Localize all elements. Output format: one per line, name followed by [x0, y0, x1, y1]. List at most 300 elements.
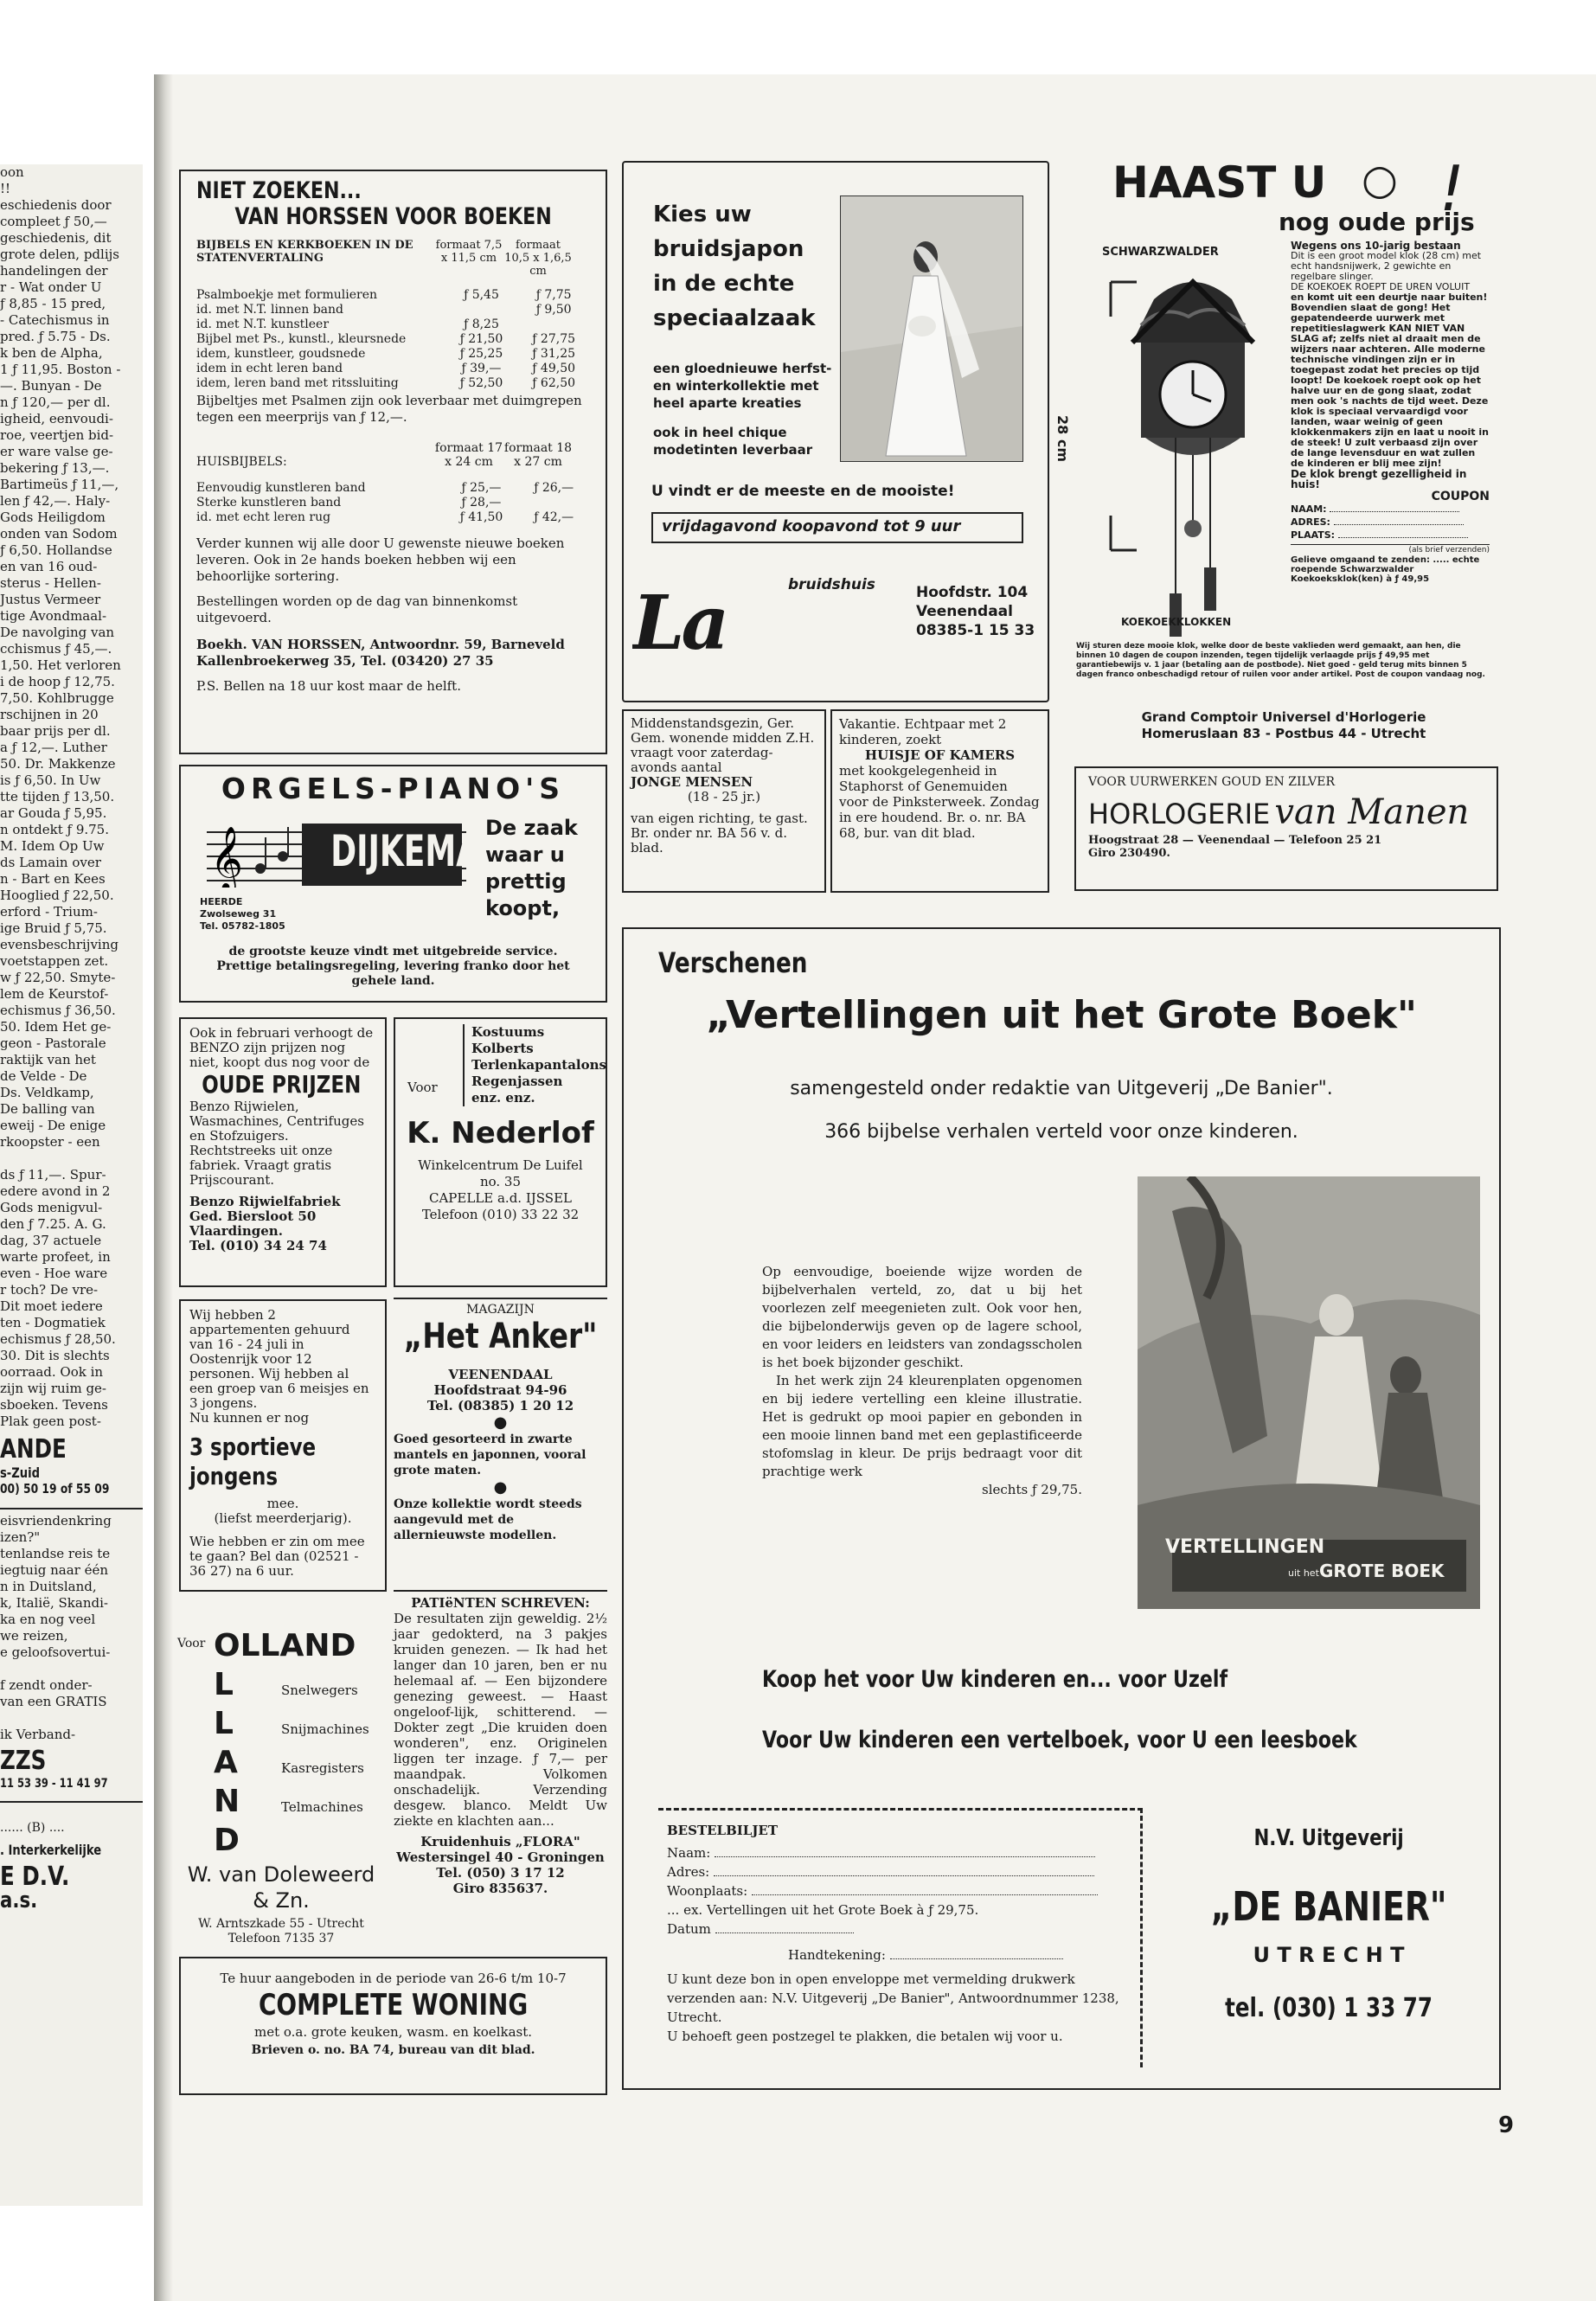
horssen-note-2: Verder kunnen wij alle door U gewenste nieuwe boeken leveren. Ook in 2e hands boeken hebben wij een behoorlijke sortering.	[196, 535, 565, 584]
left-column-line: rschijnen in 20	[0, 707, 99, 722]
nederlof-item: Kolberts	[471, 1041, 534, 1056]
bestel-note: U kunt deze bon in open enveloppe met vermelding drukwerk verzenden aan: N.V. Uitgeverij „De Banier", Antwoordnummer 1238, Utrecht.	[667, 1971, 1119, 2025]
lamode-headline	[653, 197, 816, 336]
left-column-line: Dit moet iedere	[0, 1298, 103, 1314]
left-column-line: r - Wat onder U	[0, 279, 102, 295]
left-column-line: handelingen der	[0, 263, 108, 279]
table-cell-a: ƒ 25,25	[459, 347, 503, 361]
left-column-as: a.s.	[0, 1888, 38, 1913]
lamode-headline-line: in de echte	[653, 271, 795, 297]
svg-text:𝄞: 𝄞	[210, 827, 243, 888]
orgels-title: ORGELS-PIANO'S	[221, 772, 566, 805]
bride-photo	[840, 195, 1023, 462]
banier-koop-2: Voor Uw kinderen een vertelboek, voor U een leesboek	[762, 1727, 1357, 1753]
klok-para-4: en komt uit een deurtje naar buiten! Bovendien slaat de gong! Het gepatendeerde uurwerk met repetitieslagwerk KAN NIET VAN SLAG af; zelfs niet al draait men de wijzers naar achteren. Alle moderne technische vindingen zijn er in toegepast zodat het precies op tijd loopt! De koekoek roept ook op het halve uur en de gong slaat, zodat men ook 's nachts de tijd weet. Deze klok is speciaal vervaardigd voor landen, waar weinig of geen klokkenmakers zijn en laat u nooit in de steek! U zult verbaasd zijn over de lange levensduur en wat zullen de kinderen er blij mee zijn!	[1291, 292, 1489, 469]
left-column-line: grote delen, pdlijs	[0, 247, 119, 262]
appartement-ad	[179, 1299, 387, 1592]
left-column-line: ds Lamain over	[0, 855, 101, 870]
left-column-line: 50. Idem Het ge-	[0, 1019, 112, 1035]
appartement-text-2: Nu kunnen er nog	[189, 1410, 310, 1426]
bullet-icon: ●	[493, 1413, 508, 1432]
left-column-line: ka en nog veel	[0, 1612, 96, 1627]
patienten-giro: Giro 835637.	[452, 1881, 548, 1896]
klok-plaats-input[interactable]	[1338, 537, 1468, 538]
horssen-format-4: formaat 18 x 27 cm	[503, 441, 573, 469]
left-column-line: onden van Sodom	[0, 526, 118, 542]
table-cell-a: ƒ 52,50	[459, 376, 503, 390]
left-column-line: Hooglied ƒ 22,50.	[0, 888, 114, 903]
left-column-line: Justus Vermeer	[0, 592, 101, 607]
table-cell-b: ƒ 27,75	[532, 332, 576, 346]
left-column-zuid: s-Zuid	[0, 1465, 40, 1481]
patienten-text: De resultaten zijn geweldig. 2½ jaar gedokterd, na 3 pakjes kruiden genezen. — Ik had het langer dan 10 jaren, ben er nu helemaal af. — Een bijzondere genezing geweest. — Haast ongeloof-lijk, schitterend. — Dokter zegt „Die kruiden doen wonderen", enz. Originelen liggen ter inzage. ƒ 7,— per maandpak. Volkomen onschadelijk. Verzending desgew. blanco. Meldt Uw ziekte en klachten aan...	[394, 1611, 607, 1829]
klok-para-2: Dit is een groot model klok (28 cm) met echt handsnijwerk, 2 gewichte en regelbare slinger.	[1291, 250, 1482, 282]
klok-koekoek-label: KOEKOEKKLOKKEN	[1121, 616, 1232, 628]
holland-ad	[177, 1626, 385, 1955]
woning-text: met o.a. grote keuken, wasm. en koelkast.	[253, 2024, 533, 2040]
van-horssen-ad	[179, 170, 607, 754]
appartement-headline: 3 sportieve jongens	[189, 1433, 317, 1490]
table-cell-item: Eenvoudig kunstleren band	[196, 481, 366, 495]
cuckoo-clock-icon	[1102, 265, 1284, 663]
table-row	[196, 496, 590, 510]
manen-giro: Giro 230490.	[1088, 847, 1170, 860]
left-column-dv: E D.V.	[0, 1862, 70, 1892]
left-column-line: echismus ƒ 28,50.	[0, 1331, 116, 1347]
left-column-line: raktijk van het	[0, 1052, 96, 1067]
table-cell-b: ƒ 31,25	[532, 347, 576, 361]
klok-naam-input[interactable]	[1330, 511, 1459, 512]
left-column-line: izen?"	[0, 1529, 41, 1545]
left-column-line: ige Bruid ƒ 5,75.	[0, 920, 107, 936]
left-column-line: warte profeet, in	[0, 1249, 111, 1265]
orgels-slogan-line: waar u	[485, 843, 565, 867]
nederlof-line-3: CAPELLE a.d. IJSSEL	[429, 1190, 572, 1206]
left-column-line: sboeken. Tevens	[0, 1397, 108, 1413]
lamode-bruidshuis: bruidshuis	[788, 576, 875, 593]
anker-tel: Tel. (08385) 1 20 12	[426, 1398, 574, 1413]
nederlof-line-4: Telefoon (010) 33 22 32	[421, 1207, 580, 1222]
horssen-price-table-1	[196, 288, 590, 391]
page-spine	[154, 74, 173, 2301]
benzo-city: Vlaardingen.	[189, 1223, 283, 1239]
orgels-slogan	[485, 815, 578, 922]
left-column-line	[0, 1710, 143, 1727]
table-cell-item: id. met echt leren rug	[196, 510, 331, 524]
horssen-section1-title: BIJBELS EN KERKBOEKEN IN DE STATENVERTALING	[196, 239, 413, 265]
klok-fine-print: Wij sturen deze mooie klok, welke door de beste vaklieden werd gemaakt, aan hen, die binnen 10 dagen de coupon inzenden, tegen tijdelijk verlaagde prijs ƒ 49,95 met garantiebewijs v. 1 jaar (betaling aan de postbode). Niet goed - geld terug mits binnen 5 dagen franco onbeschadigd retour of ruilen voor ander artikel. Post de coupon vandaag nog.	[1076, 642, 1485, 679]
nederlof-item: enz. enz.	[471, 1090, 535, 1106]
klok-address: Homeruslaan 83 - Postbus 44 - Utrecht	[1141, 726, 1426, 741]
left-column-line: n ƒ 120,— per dl.	[0, 394, 111, 410]
orgels-city: HEERDE	[200, 896, 243, 907]
left-column-line: k ben de Alpha,	[0, 345, 103, 361]
left-column-phone: 00) 50 19 of 55 09	[0, 1481, 110, 1497]
table-cell-a: ƒ 5,45	[464, 288, 499, 302]
manen-name: van Manen	[1274, 792, 1470, 832]
left-column-line: n in Duitsland,	[0, 1579, 97, 1594]
klok-para-3: DE KOEKOEK ROEPT DE UREN VOLUIT	[1291, 281, 1471, 292]
table-row	[196, 510, 590, 525]
vakantie-ad	[830, 709, 1049, 893]
table-cell-item: id. met N.T. linnen band	[196, 303, 343, 317]
bullet-icon: ●	[493, 1478, 508, 1497]
table-row	[196, 317, 590, 332]
nederlof-line-1: Winkelcentrum De Luifel	[418, 1157, 583, 1173]
appartement-ask: Wie hebben er zin om mee te gaan? Bel dan (02521 - 36 27) na 6 uur.	[189, 1534, 365, 1579]
left-column-line: Gods Heiligdom	[0, 510, 106, 525]
banier-body-2: In het werk zijn 24 kleurenplaten opgenomen en bij iedere vertelling een kleine illustratie. Het is gedrukt op mooi papier en gebonden in een mooie linnen band met een geplastificeerde stofomslag in kleur. De prijs bedraagt voor dit prachtige werk	[762, 1373, 1082, 1479]
woning-ad	[179, 1957, 607, 2095]
bestel-handtekening-label: Handtekening:	[788, 1947, 886, 1963]
lamode-slogan: U vindt er de meeste en de mooiste!	[651, 483, 955, 500]
bestel-ex: ... ex. Vertellingen uit het Grote Boek à ƒ 29,75.	[667, 1902, 979, 1918]
nederlof-line-2: no. 35	[479, 1174, 522, 1189]
holland-voor: Voor	[177, 1637, 206, 1650]
koekoeksklok-ad	[1054, 152, 1500, 753]
table-cell-a: ƒ 21,50	[459, 332, 503, 346]
lamode-sub2-line: modetinten leverbaar	[653, 442, 813, 458]
dijkema-brand: DIJKEMA	[330, 826, 481, 876]
book-cover-title: VERTELLINGEN	[1165, 1536, 1325, 1558]
banier-body: Op eenvoudige, boeiende wijze worden de bijbelverhalen verteld, zo, dat u bij het voorlezen zelf meegenieten zult. Ook voor hen, die bijbelonderwijs geven op de lagere school, en voor leiders en leidsters van zondagsscholen is het boek bijzonder geschikt.	[762, 1264, 1082, 1370]
left-column-b-line: ...... (B) ....	[0, 1821, 65, 1835]
anker-name: „Het Anker"	[403, 1317, 598, 1356]
left-column-line: van een GRATIS	[0, 1694, 107, 1709]
orgels-footer: de grootste keuze vindt met uitgebreide service. Prettige betalingsregeling, levering franko door het gehele land.	[216, 945, 570, 988]
left-column-line: 50. Dr. Makkenze	[0, 756, 116, 772]
vakantie-text: Vakantie. Echtpaar met 2 kinderen, zoekt	[839, 716, 1007, 747]
table-cell-item: idem, kunstleer, goudsnede	[196, 347, 366, 361]
orgels-street: Zwolseweg 31	[200, 908, 277, 920]
horssen-format-1: formaat 7,5 x 11,5 cm	[435, 239, 503, 265]
holland-item: Snijmachines	[281, 1721, 369, 1737]
bestel-naam-label: Naam:	[667, 1845, 711, 1861]
table-cell-item: id. met N.T. kunstleer	[196, 317, 330, 331]
bestel-adres-label: Adres:	[667, 1864, 710, 1880]
het-anker-ad	[394, 1298, 607, 1583]
nederlof-item: Regenjassen	[471, 1074, 563, 1089]
vakantie-headline: HUISJE OF KAMERS	[864, 747, 1016, 763]
bestel-datum-label: Datum	[667, 1921, 711, 1937]
bestel-handtekening-input[interactable]	[890, 1958, 1063, 1959]
lamode-tel: 08385-1 15 33	[916, 622, 1035, 639]
nederlof-item: Kostuums	[471, 1024, 545, 1040]
left-column-line: tenlandse reis te	[0, 1546, 111, 1561]
orgels-piano-ad	[179, 765, 607, 1003]
left-column-line: ƒ 6,50. Hollandse	[0, 542, 112, 558]
middenstand-text: Middenstandsgezin, Ger. Gem. wonende midden Z.H. vraagt voor zaterdag-avonds aantal	[631, 715, 815, 775]
book-cover-sub-2: GROTE BOEK	[1319, 1561, 1445, 1581]
banier-name: „DE BANIER"	[1210, 1883, 1447, 1930]
banier-sub-2: 366 bijbelse verhalen verteld voor onze kinderen.	[824, 1121, 1298, 1143]
left-column-line: iegtuig naar één	[0, 1562, 109, 1578]
woning-title: COMPLETE WONING	[258, 1988, 529, 2022]
table-row	[196, 288, 590, 303]
left-column-line: is ƒ 6,50. In Uw	[0, 772, 101, 788]
left-column-text-2	[0, 1513, 143, 1743]
page-number: 9	[1498, 2112, 1515, 2138]
orgels-tel: Tel. 05782-1805	[200, 920, 285, 932]
left-column-line: De navolging van	[0, 625, 115, 640]
nederlof-items	[463, 1024, 606, 1106]
horssen-headline: NIET ZOEKEN...	[196, 177, 362, 204]
klok-size: 28 cm	[1054, 415, 1071, 462]
table-cell-item: idem, leren band met ritssluiting	[196, 376, 399, 390]
left-column-line: n - Bart en Kees	[0, 871, 106, 887]
holland-letter: OLLAND	[214, 1628, 356, 1663]
left-column-line: eschiedenis door	[0, 197, 112, 213]
table-cell-b: ƒ 26,—	[534, 481, 574, 495]
klok-schwarzwalder: SCHWARZWALDER	[1102, 246, 1219, 259]
middenstand-headline: JONGE MENSEN	[631, 774, 753, 790]
klok-field-adres: ADRES:	[1291, 516, 1330, 528]
nederlof-ad	[394, 1017, 607, 1287]
holland-letter: L	[214, 1706, 234, 1741]
left-column-line: voetstappen zet.	[0, 953, 109, 969]
klok-para-1: Wegens ons 10-jarig bestaan	[1291, 240, 1461, 252]
nederlof-name: K. Nederlof	[407, 1116, 594, 1150]
table-cell-a: ƒ 41,50	[459, 510, 503, 524]
bestel-woonplaats-label: Woonplaats:	[667, 1883, 748, 1899]
appartement-pref: (liefst meerderjarig).	[214, 1510, 352, 1526]
holland-item: Snelwegers	[281, 1682, 358, 1698]
holland-letter: N	[214, 1784, 240, 1819]
klok-adres-input[interactable]	[1334, 524, 1464, 525]
left-column-line: edere avond in 2	[0, 1183, 111, 1199]
left-column-line: Ds. Veldkamp,	[0, 1085, 94, 1100]
manen-address: Hoogstraat 28 — Veenendaal — Telefoon 25 21	[1088, 834, 1382, 847]
left-column-line: ik Verband-	[0, 1727, 76, 1742]
left-column-line: - Catechismus in	[0, 312, 110, 328]
left-column-line: f zendt onder-	[0, 1677, 93, 1693]
patienten-title: PATIëNTEN SCHREVEN:	[394, 1590, 607, 1611]
horssen-note-3: Bestellingen worden op de dag van binnenkomst uitgevoerd.	[196, 593, 518, 625]
klok-brief: (als brief verzenden)	[1291, 544, 1490, 555]
left-column-line: De balling van	[0, 1101, 95, 1117]
clock-circle-icon: ○	[1362, 156, 1398, 204]
holland-item: Telmachines	[281, 1799, 363, 1815]
left-column-line: rkoopster - een	[0, 1134, 100, 1150]
left-column-interkerkelijke: . Interkerkelijke	[0, 1842, 102, 1858]
banier-title: „Vertellingen uit het Grote Boek"	[706, 993, 1417, 1037]
patienten-shop: Kruidenhuis „FLORA"	[420, 1834, 580, 1849]
table-row	[196, 481, 590, 496]
left-column-line	[0, 1661, 143, 1677]
horssen-subheadline: VAN HORSSEN VOOR BOEKEN	[234, 203, 552, 230]
benzo-tel: Tel. (010) 34 24 74	[189, 1238, 327, 1253]
holland-letter: L	[214, 1667, 234, 1702]
manen-horlogerie: HORLOGERIE	[1088, 798, 1271, 830]
lamode-koopavond: vrijdagavond koopavond tot 9 uur	[662, 517, 961, 535]
bestel-naam-input[interactable]	[715, 1856, 1095, 1857]
bestel-adres-input[interactable]	[714, 1875, 1094, 1876]
la-mode-ad	[622, 161, 1049, 702]
left-cutoff-column	[0, 164, 143, 2206]
left-column-line: evensbeschrijving	[0, 937, 119, 952]
left-column-line: 1,50. Het verloren	[0, 657, 121, 673]
table-cell-b	[517, 496, 590, 510]
horssen-price-table-2	[196, 481, 590, 525]
left-column-line: 30. Dit is slechts	[0, 1348, 110, 1363]
left-column-line: we reizen,	[0, 1628, 68, 1644]
table-row	[196, 303, 590, 317]
left-column-line: even - Hoe ware	[0, 1266, 108, 1281]
patienten-tel: Tel. (050) 3 17 12	[436, 1865, 565, 1881]
anker-paragraph-2: Onze kollektie wordt steeds aangevuld met de allernieuwste modellen.	[394, 1497, 582, 1542]
klok-title: HAAST U	[1112, 157, 1327, 208]
klok-gelieve: Gelieve omgaand te zenden: ..... echte roepende Schwarzwalder Koekoeksklok(ken) à ƒ 49,95	[1291, 555, 1480, 584]
horssen-note-1: Bijbeltjes met Psalmen zijn ook leverbaar met duimgrepen tegen een meerprijs van ƒ 12,—.	[196, 393, 582, 425]
table-cell-a: ƒ 39,—	[461, 362, 502, 375]
anker-paragraph-1: Goed gesorteerd in zwarte mantels en japonnen, vooral grote maten.	[394, 1433, 586, 1477]
left-column-zzs-logo: ZZS	[0, 1746, 47, 1776]
left-column-line: ten - Dogmatiek	[0, 1315, 106, 1330]
left-column-line: eweij - De enige	[0, 1118, 106, 1133]
orgels-slogan-line: koopt,	[485, 896, 561, 920]
table-row	[196, 347, 590, 362]
left-column-line: dag, 37 actuele	[0, 1233, 102, 1248]
klok-company: Grand Comptoir Universel d'Horlogerie	[1141, 709, 1426, 725]
lamode-sub	[653, 360, 831, 412]
banier-koop-1: Koop het voor Uw kinderen en... voor Uzelf	[762, 1666, 1228, 1693]
banier-sub-1: samengesteld onder redaktie van Uitgeverij „De Banier".	[790, 1078, 1333, 1099]
orgels-slogan-line: prettig	[485, 869, 567, 894]
left-column-line: —. Bunyan - De	[0, 378, 102, 394]
table-cell-a: ƒ 25,—	[461, 481, 502, 495]
manen-head: VOOR UURWERKEN GOUD EN ZILVER	[1088, 775, 1335, 789]
left-column-line: cchismus ƒ 45,—.	[0, 641, 112, 657]
de-banier-ad	[622, 927, 1501, 2090]
anker-kicker: MAGAZIJN	[394, 1298, 607, 1317]
lamode-sub-line: en winterkollektie met	[653, 378, 819, 394]
table-cell-a	[445, 303, 518, 317]
woning-intro: Te huur aangeboden in de periode van 26-6 t/m 10-7	[220, 1971, 567, 1986]
benzo-ad	[179, 1017, 387, 1287]
middenstand-ad	[622, 709, 826, 893]
table-cell-b: ƒ 9,50	[535, 303, 572, 317]
holland-letter: A	[214, 1745, 238, 1780]
lamode-headline-line: speciaalzaak	[653, 305, 816, 331]
patienten-address: Westersingel 40 - Groningen	[396, 1849, 605, 1865]
table-cell-item: Bijbel met Ps., kunstl., kleursnede	[196, 332, 407, 346]
table-row	[196, 376, 590, 391]
left-column-line: sterus - Hellen-	[0, 575, 101, 591]
holland-letter: D	[214, 1823, 240, 1858]
left-column-line: w ƒ 22,50. Smyte-	[0, 970, 116, 985]
benzo-intro: Ook in februari verhoogt de BENZO zijn prijzen nog niet, koopt dus nog voor de	[189, 1025, 374, 1070]
left-column-line: geon - Pastorale	[0, 1035, 106, 1051]
appartement-mee: mee.	[266, 1496, 299, 1511]
lamode-headline-line: bruidsjapon	[653, 236, 804, 262]
holland-item: Kasregisters	[281, 1760, 364, 1776]
left-column-line: Gods menigvul-	[0, 1200, 103, 1215]
bestel-note-2: U behoeft geen postzegel te plakken, die betalen wij voor u.	[667, 2029, 1063, 2044]
holland-tel: Telefoon 7135 37	[228, 1932, 335, 1945]
left-column-line: pred. ƒ 5.75 - Ds.	[0, 329, 111, 344]
left-column-line: k, Italië, Skandi-	[0, 1595, 108, 1611]
left-column-line: i de hoop ƒ 12,75.	[0, 674, 115, 689]
appartement-text: Wij hebben 2 appartementen gehuurd van 16 - 24 juli in Oostenrijk voor 12 personen. Wij hebben al een groep van 6 meisjes en 3 jongens.	[189, 1307, 369, 1411]
banier-nv: N.V. Uitgeverij	[1253, 1825, 1404, 1851]
lamode-logo: La	[632, 580, 727, 667]
left-column-line: eisvriendenkring	[0, 1513, 112, 1529]
table-cell-a: ƒ 28,—	[461, 496, 502, 510]
left-column-line: Plak geen post-	[0, 1413, 101, 1429]
bestel-woonplaats-input[interactable]	[752, 1894, 1098, 1895]
lamode-sub-line: een gloednieuwe herfst-	[653, 361, 832, 376]
left-column-line: echismus ƒ 36,50.	[0, 1003, 116, 1018]
left-column-line: erford - Trium-	[0, 904, 98, 920]
van-manen-ad	[1074, 766, 1498, 891]
nederlof-item: Terlenkapantalons	[471, 1057, 606, 1073]
left-column-line: e geloofsovertui-	[0, 1644, 111, 1660]
horssen-ps: P.S. Bellen na 18 uur kost maar de helft.	[196, 678, 461, 694]
left-column-line: !!	[0, 181, 11, 196]
klok-subtitle: nog oude prijs	[1279, 208, 1475, 236]
klok-para-5: De klok brengt gezelligheid in huis!	[1291, 468, 1467, 490]
left-column-line: er ware valse ge-	[0, 444, 113, 459]
left-column-line: a ƒ 12,—. Luther	[0, 740, 107, 755]
anker-city: VEENENDAAL	[448, 1367, 553, 1382]
horssen-format-2: formaat 10,5 x 1,6,5 cm	[504, 239, 572, 278]
left-column-line	[0, 1150, 143, 1167]
table-row	[196, 362, 590, 376]
left-column-line: lem de Keurstof-	[0, 986, 109, 1002]
lamode-sub-line: heel aparte kreaties	[653, 395, 802, 411]
bestel-datum-input[interactable]	[715, 1932, 854, 1933]
left-column-line: oorraad. Ook in	[0, 1364, 104, 1380]
bestel-title: BESTELBILJET	[667, 1823, 779, 1838]
holland-items	[281, 1671, 369, 1827]
table-cell-b: ƒ 49,50	[532, 362, 576, 375]
left-column-line: tige Avondmaal-	[0, 608, 107, 624]
left-column-line: en van 16 oud-	[0, 559, 98, 574]
benzo-company: Benzo Rijwielfabriek	[189, 1194, 341, 1209]
left-column-line: bekering ƒ 13,—.	[0, 460, 110, 476]
left-column-line: r toch? De vre-	[0, 1282, 99, 1298]
banier-utrecht: U T R E C H T	[1253, 1943, 1405, 1967]
lamode-sub-2	[653, 424, 812, 458]
lamode-sub2-line: ook in heel chique	[653, 425, 787, 440]
left-column-line: zijn wij ruim ge-	[0, 1381, 107, 1396]
table-cell-item: idem in echt leren band	[196, 362, 343, 375]
banier-price: slechts ƒ 29,75.	[982, 1482, 1082, 1497]
table-cell-b	[517, 317, 590, 332]
benzo-headline: OUDE PRIJZEN	[202, 1070, 362, 1099]
left-column-text	[0, 164, 143, 1430]
book-cover-image	[1138, 1176, 1480, 1609]
table-cell-a: ƒ 8,25	[464, 317, 499, 331]
left-column-line: den ƒ 7.25. A. G.	[0, 1216, 106, 1232]
benzo-text: Benzo Rijwielen, Wasmachines, Centrifuges en Stofzuigers. Rechtstreeks uit onze fabriek. Vraagt gratis Prijscourant.	[189, 1099, 364, 1188]
book-cover-sub: uit het	[1288, 1567, 1319, 1579]
woning-letters: Brieven o. no. BA 74, bureau van dit blad.	[251, 2043, 535, 2057]
patienten-ad	[394, 1590, 607, 1945]
left-column-line: ƒ 8,85 - 15 pred,	[0, 296, 106, 311]
left-column-line: ds ƒ 11,—. Spur-	[0, 1167, 106, 1183]
table-cell-item: Sterke kunstleren band	[196, 496, 342, 510]
left-column-phone-2: 11 53 39 - 11 41 97	[0, 1777, 108, 1791]
table-row	[196, 332, 590, 347]
left-column-line: igheid, eenvoudi-	[0, 411, 113, 426]
left-column-line: 1 ƒ 11,95. Boston -	[0, 362, 121, 377]
banier-tel: tel. (030) 1 33 77	[1225, 1993, 1433, 2023]
horssen-section2-title: HUISBIJBELS:	[196, 455, 287, 469]
table-cell-item: Psalmboekje met formulieren	[196, 288, 378, 302]
exclamation-icon: !	[1439, 152, 1465, 225]
left-column-line: len ƒ 42,—. Haly-	[0, 493, 111, 509]
